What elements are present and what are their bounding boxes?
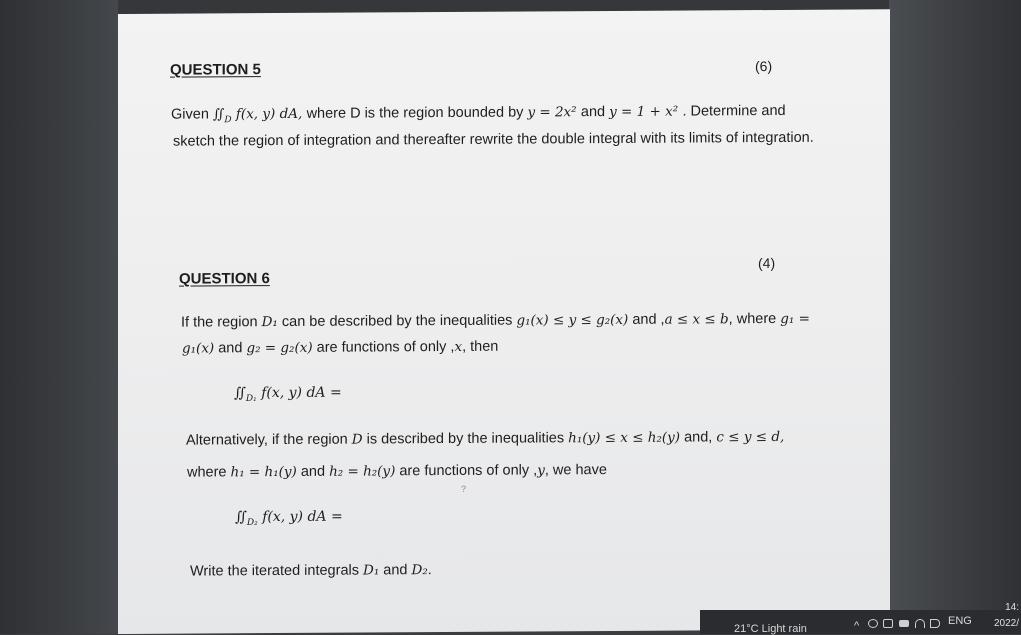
screen-bezel-left [0,0,118,634]
q6-text: are functions of only , [395,462,538,480]
q6-g1: g₁ = [780,310,810,327]
q5-integral-sub: D [224,115,232,126]
q5-curve2: y = 1 + x² [609,103,683,120]
question6-marks: (4) [758,254,776,272]
cloud-icon[interactable] [868,619,878,628]
taskbar [700,602,1021,635]
integral1-expr: f(x, y) dA = [256,384,342,402]
battery-icon[interactable] [899,620,909,627]
question6-integral1 [234,385,342,404]
q6-var-x: x [454,338,463,355]
question6-p1-line2 [182,334,498,362]
question6-p2-line2 [187,457,607,486]
q5-text: Given [171,106,213,123]
q5-text: . Determine and [682,102,786,120]
q6-final-d2: D₂ [411,562,428,579]
question5-heading: QUESTION 5 [170,61,261,79]
clock-time[interactable]: 14: [1005,602,1019,613]
question5-line2: sketch the region of integration and thereafter rewrite the double integral with its limits of integration. [173,129,814,150]
stray-mark: ? [461,483,467,494]
question5-marks: (6) [755,58,773,75]
q5-curve1: y = 2x² [527,104,581,121]
integral1-symbol: ∬ [234,385,246,402]
q6-final-d1: D₁ [363,562,380,579]
q6-text: Alternatively, if the region [186,431,352,449]
q6-h1-def: h₁ = h₁(y) [230,463,297,481]
q6-text: can be described by the inequalities [277,312,517,331]
q5-integral-symbol: ∬ [212,106,225,123]
onedrive-icon[interactable] [883,619,893,628]
clock-date[interactable]: 2022/ [993,618,1019,629]
q6-region-d: D [351,431,363,448]
q6-inequality-y2: c ≤ y ≤ d, [716,428,785,446]
wifi-icon[interactable] [915,619,925,628]
q6-text: are functions of only , [312,338,455,356]
question6-p2-line1 [186,424,784,454]
question6-final-line [190,557,432,584]
q6-text: and [379,562,412,579]
q6-text: , we have [544,462,607,479]
q6-text: If the region [181,314,262,331]
language-indicator[interactable]: ENG [948,615,972,627]
q6-g2-def: g₂ = g₂(x) [246,339,313,357]
q6-text: . [427,562,432,579]
integral2-expr: f(x, y) dA = [257,508,343,526]
question6-heading: QUESTION 6 [179,270,270,288]
screen-bezel-right [889,0,1021,634]
q6-text: , then [462,338,499,355]
q6-inequality-y: g₁(x) ≤ y ≤ g₂(x) [516,311,629,329]
integral1-sub: D₁ [245,393,257,405]
q6-region-d1: D₁ [261,314,278,331]
weather-widget[interactable]: 21°C Light rain [734,623,807,635]
q6-text: and [296,463,330,480]
integral2-symbol: ∬ [235,509,247,526]
q6-text: and, [680,429,717,446]
chevron-up-icon[interactable]: ^ [854,620,860,632]
q6-inequality-x2: h₁(y) ≤ x ≤ h₂(y) [568,429,681,447]
q6-text: Write the iterated integrals [190,562,364,580]
q6-text: and , [628,311,665,328]
q5-text: where D is the region bounded by [306,104,528,122]
q6-text: and [214,340,247,357]
question6-p1-line1 [181,306,810,336]
q5-text: and [580,103,610,121]
integral2-sub: D₂ [246,517,258,529]
question6-integral2 [235,509,343,528]
q6-h2-def: h₂ = h₂(y) [329,463,396,480]
q6-text: where [187,464,231,481]
q6-text: , where [728,310,781,328]
volume-icon[interactable] [930,619,940,628]
q6-var-y: y [537,462,545,479]
q6-g1-def: g₁(x) [182,340,215,357]
q6-inequality-x: a ≤ x ≤ b [664,311,729,328]
document-page [118,9,890,634]
q5-integrand: f(x, y) dA, [231,105,307,123]
q6-text: is described by the inequalities [362,430,569,448]
